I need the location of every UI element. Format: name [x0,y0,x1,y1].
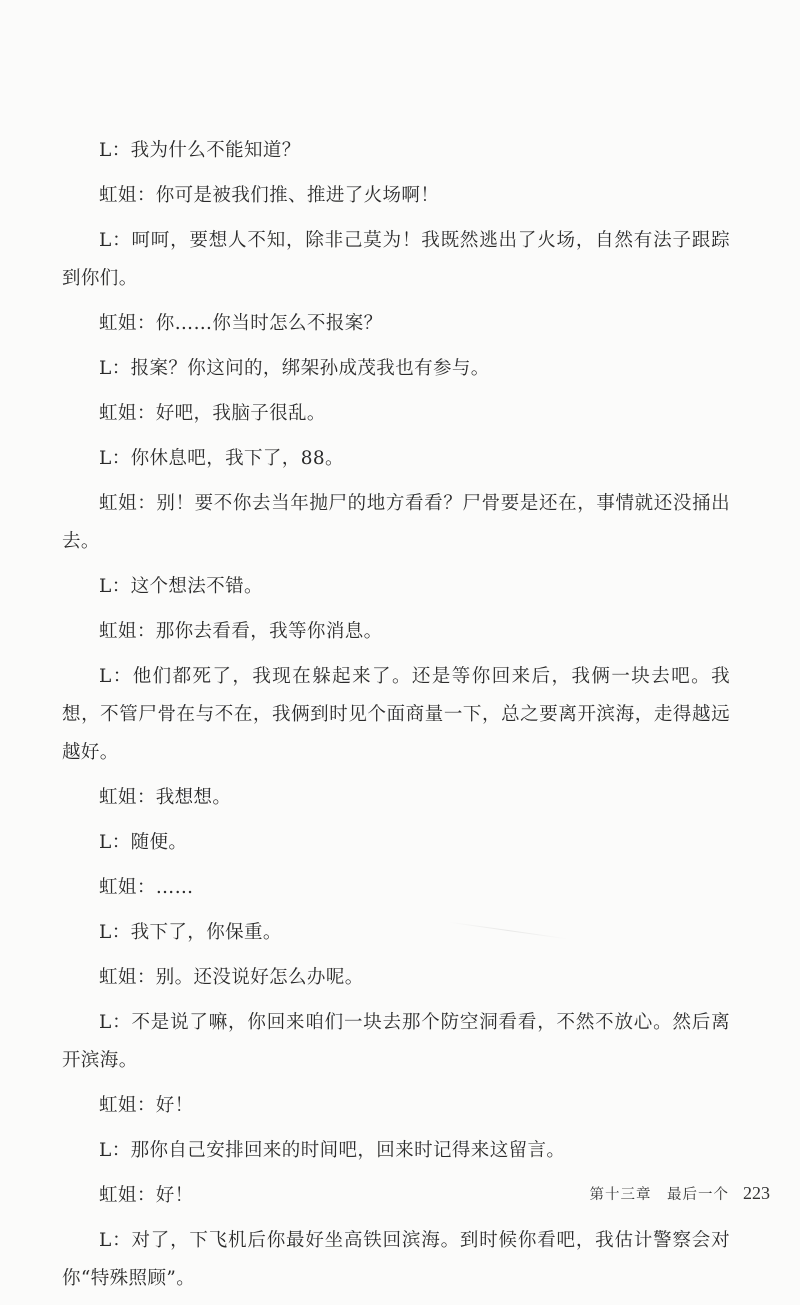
dialogue-line [62,658,730,772]
speaker-name: L ： [99,140,131,161]
dialogue-line [62,568,730,606]
dialogue-line [62,613,730,651]
speaker-name: 虹姐 ： [99,313,156,334]
speaker-name: 虹姐 ： [99,1185,156,1206]
speaker-name: L ： [99,1140,131,1161]
line-text: 不是说了嘛，你回来咱们一块去那个防空洞看看，不然不放心。然后离开滨海。 [62,1012,730,1071]
speaker-name: L ： [99,1230,131,1251]
line-text: 那你自己安排回来的时间吧，回来时记得来这留言。 [130,1140,566,1161]
speaker-name: 虹姐 ： [99,1095,156,1116]
speaker-name: L ： [99,1012,131,1033]
speaker-name: 虹姐 ： [99,621,156,642]
dialogue-line [62,1222,730,1298]
speaker-name: 虹姐 ： [99,493,156,514]
speaker-name: 虹姐 ： [99,403,156,424]
dialogue-line [62,914,730,952]
line-text: 我想想。 [155,787,232,808]
dialogue-line [62,395,730,433]
line-text: 这个想法不错。 [130,576,263,597]
line-text: 我为什么不能知道？ [130,140,301,161]
speaker-name: 虹姐 ： [99,967,156,988]
line-text: 好吧，我脑子很乱。 [155,403,326,424]
speaker-name: L ： [99,358,131,379]
speaker-name: L ： [99,832,131,853]
line-text: 好！ [155,1185,194,1206]
line-text: 我下了，你保重。 [130,922,282,943]
dialogue-line [62,1004,730,1080]
line-text: 好！ [155,1095,194,1116]
dialogue-line [62,132,730,170]
dialogue-body [62,132,730,1305]
dialogue-line [62,1087,730,1125]
speaker-name: 虹姐 ： [99,185,156,206]
line-text: …… [155,877,194,898]
dialogue-line [62,959,730,997]
line-text: 呵呵，要想人不知，除非己莫为！我既然逃出了火场，自然有法子跟踪到你们。 [62,230,730,289]
line-text: 你……你当时怎么不报案？ [155,313,383,334]
dialogue-line [62,440,730,478]
page-footer [590,1183,771,1204]
speaker-name: 虹姐 ： [99,787,156,808]
speaker-name: L ： [99,576,131,597]
line-text: 别！要不你去当年抛尸的地方看看？尸骨要是还在，事情就还没捅出去。 [62,493,730,552]
line-text: 随便。 [130,832,188,853]
line-text: 别。还没说好怎么办呢。 [155,967,364,988]
line-text: 那你去看看，我等你消息。 [155,621,383,642]
dialogue-line [62,350,730,388]
dialogue-line [62,824,730,862]
dialogue-line [62,177,730,215]
line-text: 你可是被我们推、推进了火场啊！ [155,185,440,206]
dialogue-line [62,485,730,561]
speaker-name: L ： [99,922,131,943]
line-text: 你休息吧，我下了，88。 [130,448,344,469]
dialogue-line [62,1132,730,1170]
speaker-name: L ： [99,448,131,469]
line-text: 对了，下飞机后你最好坐高铁回滨海。到时候你看吧，我估计警察会对你“特殊照顾”。 [62,1230,730,1289]
page-number: 223 [743,1183,770,1203]
dialogue-line [62,305,730,343]
speaker-name: L ： [99,230,131,251]
line-text: 报案？你这问的，绑架孙成茂我也有参与。 [130,358,490,379]
line-text: 他们都死了，我现在躲起来了。还是等你回来后，我俩一块去吧。我想，不管尸骨在与不在，我俩到时见个面商量一下，总之要离开滨海，走得越远越好。 [62,666,730,763]
dialogue-line [62,222,730,298]
speaker-name: 虹姐 ： [99,877,156,898]
dialogue-line [62,779,730,817]
speaker-name: L ： [99,666,133,687]
chapter-title: 第十三章 最后一个 [589,1187,729,1203]
dialogue-line [62,869,730,907]
